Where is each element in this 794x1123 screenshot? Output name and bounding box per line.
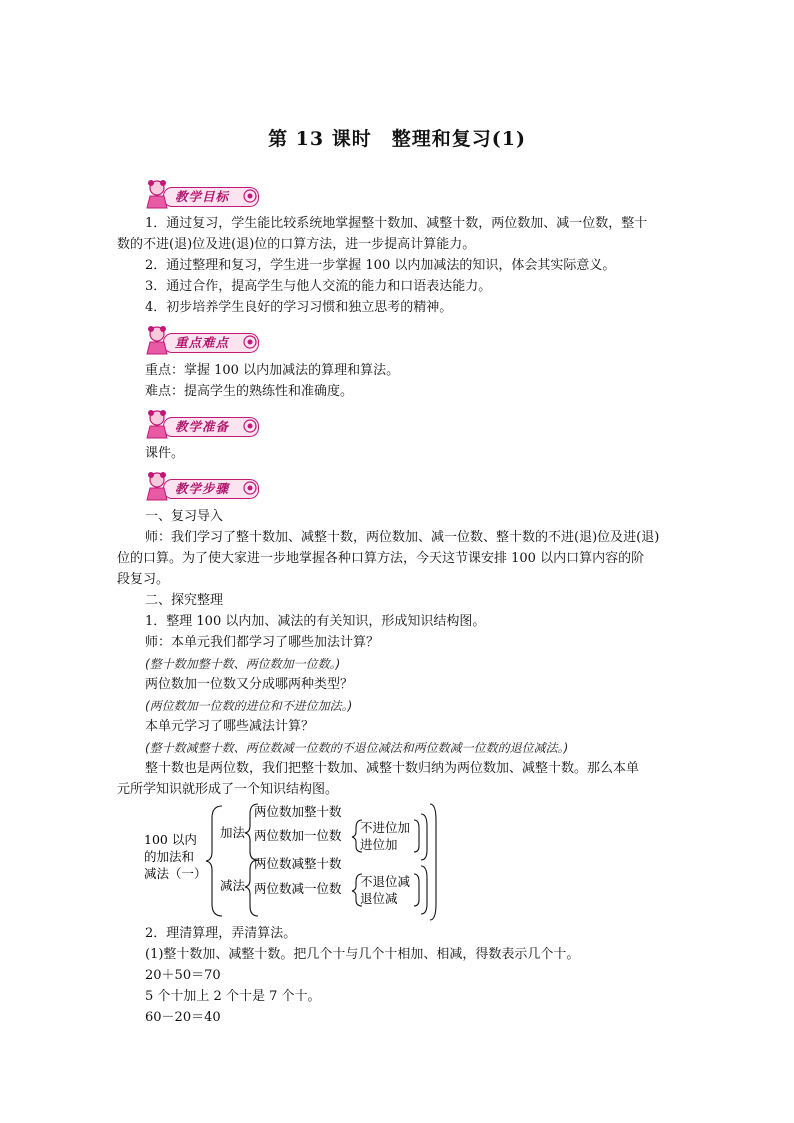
goal-4: 4．初步培养学生良好的学习习惯和独立思考的精神。 bbox=[145, 300, 453, 315]
key-point: 重点：掌握 100 以内加减法的算理和算法。 bbox=[145, 363, 400, 378]
girl-mascot-icon bbox=[145, 179, 171, 209]
step-text: 段复习。 bbox=[117, 572, 170, 587]
goal-1a: 1．通过复习，学生能比较系统地掌握整十数加、减整十数，两位数加、减一位数，整十 bbox=[145, 216, 648, 231]
diagram-add-item-2a: 不进位加 bbox=[360, 820, 411, 835]
diagram-root-line2: 的加法和 bbox=[144, 849, 195, 864]
difficult-point: 难点：提高学生的熟练性和准确度。 bbox=[145, 384, 354, 399]
step-question: 两位数加一位数又分成哪两种类型？ bbox=[145, 677, 354, 692]
girl-mascot-icon bbox=[145, 471, 171, 501]
step-text: 位的口算。为了使大家进一步地掌握各种口算方法，今天这节课安排 100 以内口算内容的阶 bbox=[117, 551, 645, 566]
target-icon bbox=[243, 419, 257, 433]
target-icon bbox=[243, 189, 257, 203]
step-text: 5 个十加上 2 个十是 7 个十。 bbox=[145, 989, 321, 1004]
goal-2: 2．通过整理和复习，学生进一步掌握 100 以内加减法的知识，体会其实际意义。 bbox=[145, 258, 616, 273]
step-text: 元所学知识就形成了一个知识结构图。 bbox=[117, 782, 339, 797]
diagram-sub-item-2: 两位数减一位数 bbox=[254, 881, 342, 896]
section-badge-goals bbox=[145, 183, 260, 207]
diagram-add-item-1: 两位数加整十数 bbox=[254, 804, 342, 819]
step-text: 师：我们学习了整十数加、减整十数，两位数加、减一位数、整十数的不进(退)位及进(退) bbox=[145, 530, 660, 545]
step-text: 2．理清算理，弄清算法。 bbox=[145, 926, 297, 941]
target-icon bbox=[243, 335, 257, 349]
prep-item: 课件。 bbox=[145, 446, 185, 461]
diagram-root-line1: 100 以内 bbox=[144, 832, 197, 847]
step-heading-1: 一、复习导入 bbox=[145, 509, 224, 524]
diagram-sub-item-1: 两位数减整十数 bbox=[254, 856, 342, 871]
target-icon bbox=[243, 481, 257, 495]
diagram-add-item-2b: 进位加 bbox=[360, 837, 398, 852]
student-answer: (整十数减整十数、两位数减一位数的不退位减法和两位数减一位数的退位减法。) bbox=[145, 741, 569, 755]
step-heading-2: 二、探究整理 bbox=[145, 593, 224, 608]
step-question: 本单元学习了哪些减法计算？ bbox=[145, 719, 315, 734]
section-title-prep: 教学准备 bbox=[175, 419, 230, 434]
diagram-root-line3: 减法（一） bbox=[144, 866, 207, 881]
student-answer: (整十数加整十数、两位数加一位数。) bbox=[145, 657, 341, 671]
section-title-key: 重点难点 bbox=[175, 335, 230, 350]
knowledge-structure-diagram bbox=[140, 800, 440, 922]
section-title-goals: 教学目标 bbox=[175, 189, 230, 204]
section-badge-key bbox=[145, 329, 260, 353]
step-text: 整十数也是两位数，我们把整十数加、减整十数归纳为两位数加、减整十数。那么本单 bbox=[145, 761, 640, 776]
equation: 60－20＝40 bbox=[145, 1010, 221, 1025]
diagram-add-item-2: 两位数加一位数 bbox=[254, 828, 342, 843]
girl-mascot-icon bbox=[145, 409, 171, 439]
step-text: (1)整十数加、减整十数。把几个十与几个十相加、相减，得数表示几个十。 bbox=[145, 947, 580, 962]
diagram-sub-item-2a: 不退位减 bbox=[360, 874, 411, 889]
section-title-steps: 教学步骤 bbox=[175, 481, 230, 496]
outer-brace bbox=[206, 806, 222, 916]
goal-1b: 数的不进(退)位及进(退)位的口算方法，进一步提高计算能力。 bbox=[117, 237, 476, 252]
step-question: 师：本单元我们都学习了哪些加法计算？ bbox=[145, 635, 380, 650]
equation: 20＋50＝70 bbox=[145, 968, 221, 983]
section-badge-steps bbox=[145, 475, 260, 499]
diagram-addition: 加法 bbox=[220, 825, 246, 840]
page-title: 第 13 课时 整理和复习(1) bbox=[268, 128, 526, 150]
step-text: 1．整理 100 以内加、减法的有关知识，形成知识结构图。 bbox=[145, 614, 486, 629]
student-answer: (两位数加一位数的进位和不进位加法。) bbox=[145, 699, 353, 713]
diagram-sub-item-2b: 退位减 bbox=[360, 891, 398, 906]
goal-3: 3．通过合作，提高学生与他人交流的能力和口语表达能力。 bbox=[145, 279, 492, 294]
girl-mascot-icon bbox=[145, 325, 171, 355]
section-badge-prep bbox=[145, 413, 260, 437]
diagram-subtraction: 减法 bbox=[220, 878, 246, 893]
